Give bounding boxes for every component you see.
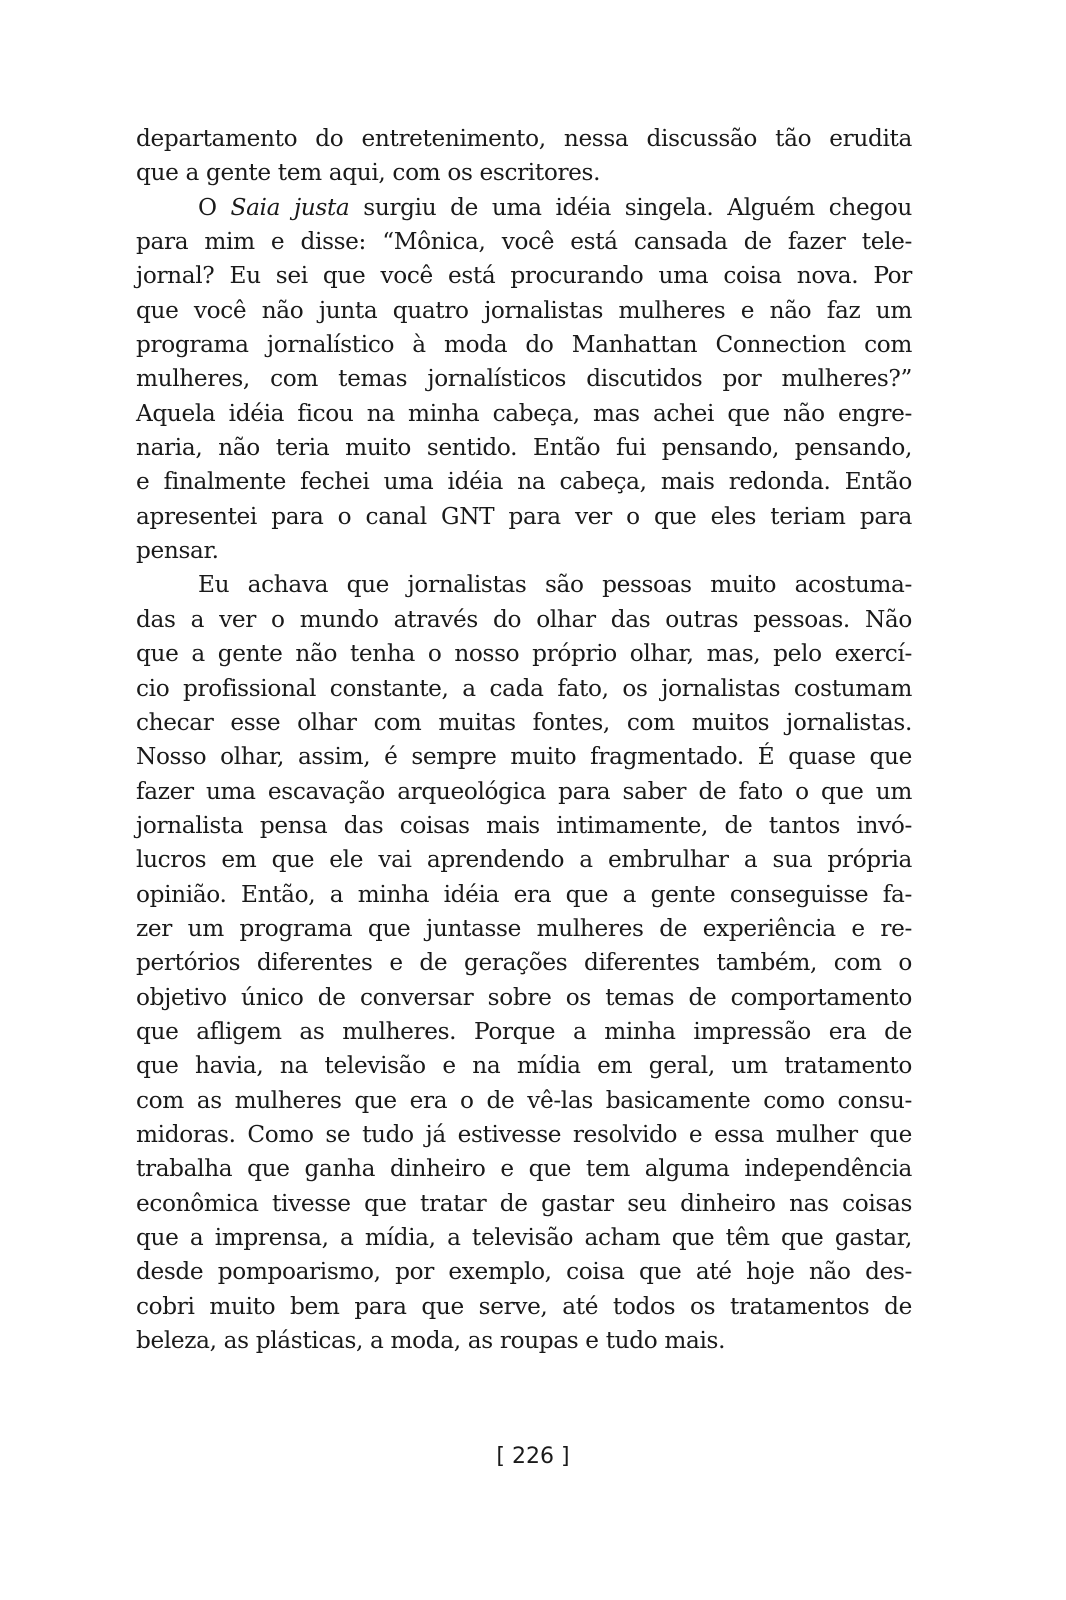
text-line: que a gente tem aqui, com os escritores. — [136, 159, 601, 187]
text-line: departamento do entretenimento, nessa discussão tão erudita — [136, 125, 912, 152]
text-line: cio profissional constante, a cada fato, os jornalistas costumam — [136, 674, 912, 702]
text-line: jornal? Eu sei que você está procurando uma coisa nova. Por — [136, 262, 912, 290]
text-line: para mim e disse: “Mônica, você está cansada de fazer tele- — [136, 228, 912, 256]
text-line: checar esse olhar com muitas fontes, com muitos jornalistas. — [136, 708, 912, 736]
text-line: programa jornalístico à moda do Manhattan Connection com — [136, 331, 912, 359]
text-line: midoras. Como se tudo já estivesse resolvido e essa mulher que — [136, 1120, 912, 1148]
text-line: zer um programa que juntasse mulheres de experiência e re- — [136, 914, 912, 942]
text-line: jornalista pensa das coisas mais intimamente, de tantos invó- — [136, 811, 912, 839]
text-line: das a ver o mundo através do olhar das outras pessoas. Não — [136, 605, 912, 633]
text-line: que havia, na televisão e na mídia em geral, um tratamento — [136, 1052, 912, 1080]
text-line: cobri muito bem para que serve, até todos os tratamentos de — [136, 1292, 912, 1320]
paragraph — [136, 122, 912, 191]
text-line: beleza, as plásticas, a moda, as roupas e tudo mais. — [136, 1327, 726, 1355]
text-line: e finalmente fechei uma idéia na cabeça, mais redonda. Então — [136, 468, 912, 496]
page-number: [ 226 ] — [496, 1444, 570, 1469]
text-line: naria, não teria muito sentido. Então fui pensando, pensando, — [136, 434, 912, 462]
text-run: O — [198, 193, 231, 221]
text-line — [136, 191, 912, 225]
text-line: opinião. Então, a minha idéia era que a gente conseguisse fa- — [136, 880, 912, 908]
text-line: objetivo único de conversar sobre os temas de comportamento — [136, 983, 912, 1011]
paragraph — [136, 191, 912, 569]
text-line: com as mulheres que era o de vê-las basicamente como consu- — [136, 1086, 912, 1114]
text-line: econômica tivesse que tratar de gastar seu dinheiro nas coisas — [136, 1189, 912, 1217]
text-line: que a imprensa, a mídia, a televisão acham que têm que gastar, — [136, 1224, 912, 1251]
paragraph — [136, 568, 912, 1358]
text-line: Eu achava que jornalistas são pessoas muito acostuma- — [198, 571, 912, 599]
text-line: mulheres, com temas jornalísticos discutidos por mulheres?” — [136, 365, 912, 393]
text-run: surgiu de uma idéia singela. Alguém chegou — [349, 193, 912, 221]
italic-title: Saia justa — [230, 193, 350, 221]
text-line: Aquela idéia ficou na minha cabeça, mas achei que não engre- — [136, 399, 912, 427]
text-line: pertórios diferentes e de gerações diferentes também, com o — [136, 949, 912, 977]
text-line: Nosso olhar, assim, é sempre muito fragmentado. É quase que — [136, 743, 912, 771]
body-text — [136, 122, 912, 1358]
text-line: lucros em que ele vai aprendendo a embrulhar a sua própria — [136, 846, 912, 874]
text-line: que afligem as mulheres. Porque a minha impressão era de — [136, 1017, 912, 1045]
text-line: fazer uma escavação arqueológica para saber de fato o que um — [136, 777, 912, 805]
text-line: desde pompoarismo, por exemplo, coisa que até hoje não des- — [136, 1258, 912, 1286]
text-line: pensar. — [136, 537, 219, 565]
text-line: apresentei para o canal GNT para ver o que eles teriam para — [136, 502, 912, 530]
text-line: que a gente não tenha o nosso próprio olhar, mas, pelo exercí- — [136, 640, 912, 668]
text-line: que você não junta quatro jornalistas mulheres e não faz um — [136, 296, 912, 324]
text-line: trabalha que ganha dinheiro e que tem alguma independência — [136, 1155, 912, 1183]
